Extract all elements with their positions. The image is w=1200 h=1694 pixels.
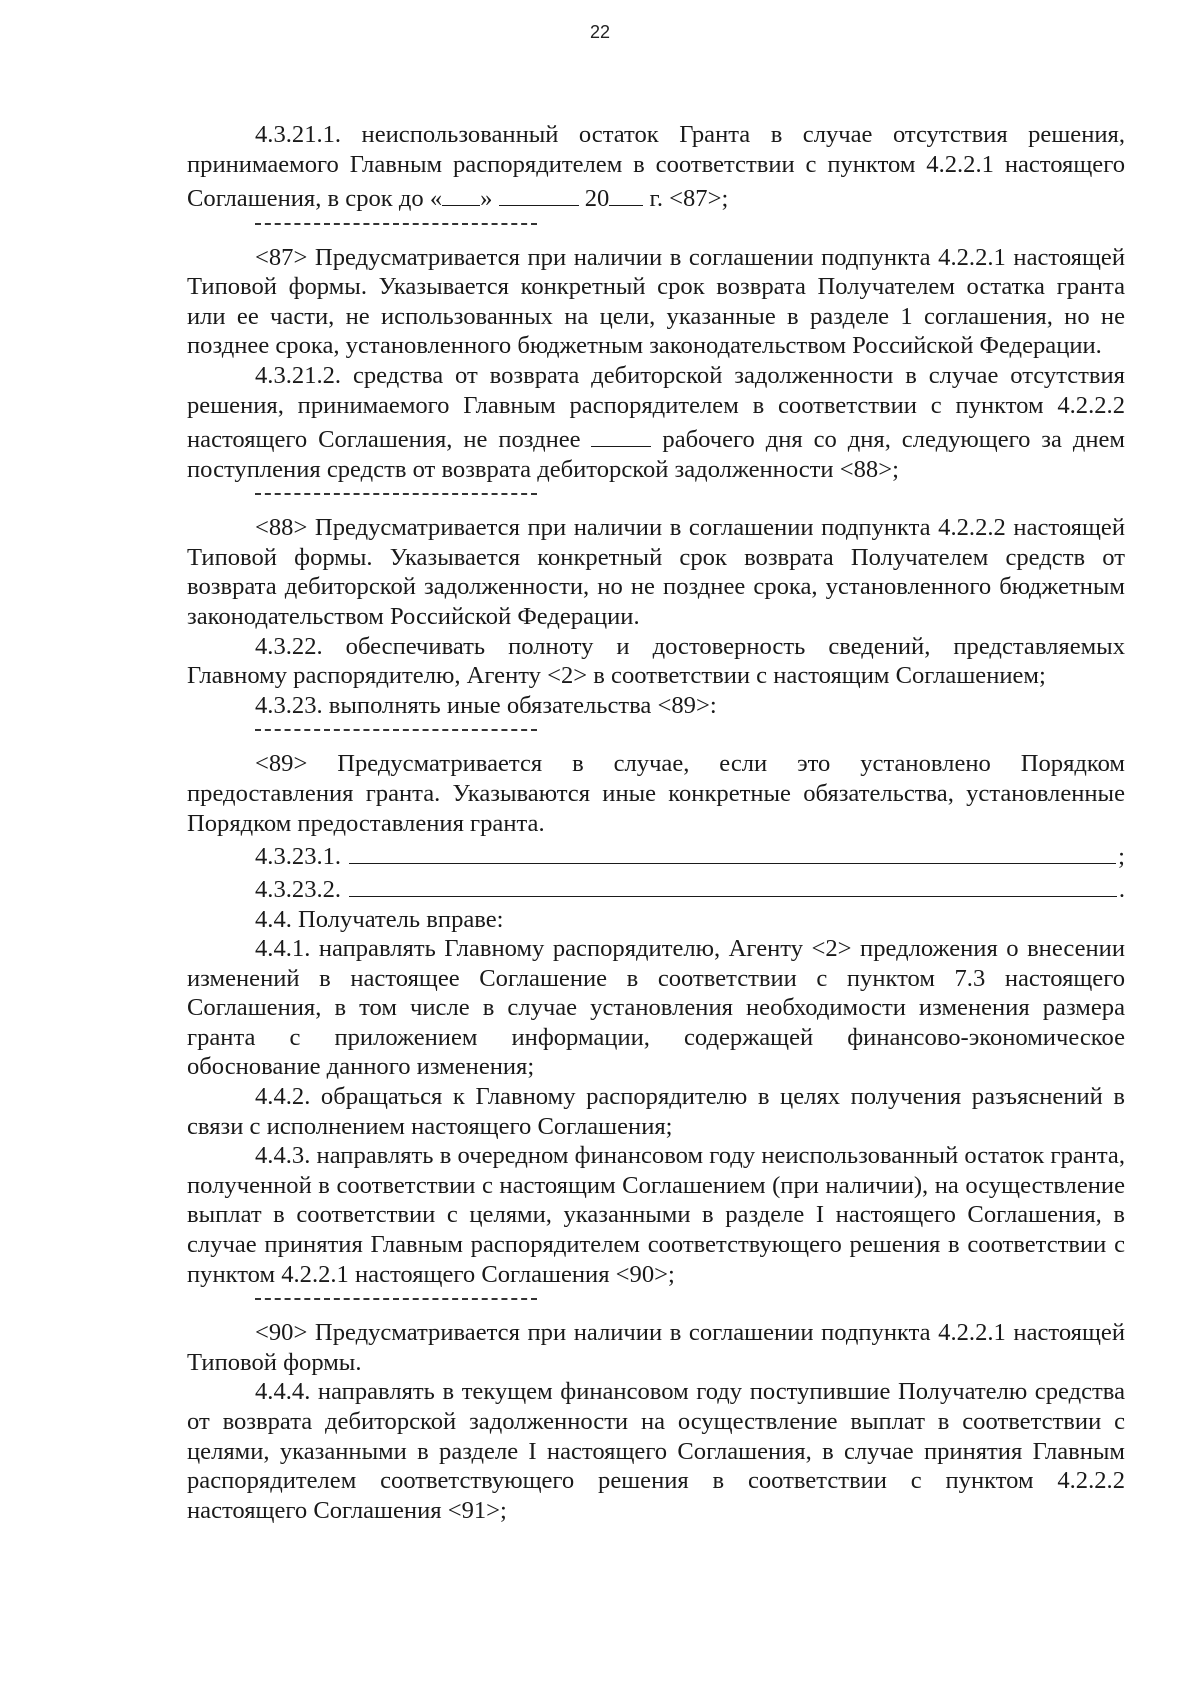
footnote-89: <89> Предусматривается в случае, если это установлено Порядком предоставления гранта. Указываются иные конкретные обязательства, установленные Порядком предоставления гранта. [187, 750, 1125, 837]
text: » [480, 185, 493, 213]
document-body [187, 120, 1125, 1525]
footnote-88: <88> Предусматривается при наличии в соглашении подпункта 4.2.2.2 настоящей Типовой формы. Указывается конкретный срок возврата Получателем средств от возврата дебиторской задолженности, но не позднее срока, установленного бюджетным законодательством Российской Федерации. [187, 514, 1125, 630]
footnote-separator [255, 493, 537, 495]
paragraph-4-4-3: 4.4.3. направлять в очередном финансовом году неиспользованный остаток гранта, полученной в соответствии с настоящим Соглашением (при наличии), на осуществление выплат в соответствии с целями, указанными в разделе I настоящего Соглашения, в случае принятия Главным распорядителем соответствующего решения в соответствии с пунктом 4.2.2.1 настоящего Соглашения <90>; [187, 1142, 1125, 1288]
blank-day [442, 179, 480, 206]
footnote-separator [255, 729, 537, 731]
item-number: 4.3.23.2. [255, 875, 342, 903]
blank-days [591, 420, 651, 447]
text: 20 [584, 185, 610, 213]
paragraph-4-3-22: 4.3.22. обеспечивать полноту и достоверность сведений, представляемых Главному распорядителю, Агенту <2> в соответствии с настоящим Соглашением; [187, 632, 1125, 690]
text: г. <87>; [649, 185, 729, 213]
item-4-3-23-2 [255, 871, 1125, 904]
blank-year [609, 179, 643, 206]
blank-line [349, 838, 1116, 864]
paragraph-4-4-2: 4.4.2. обращаться к Главному распорядителю в целях получения разъяснений в связи с исполнением настоящего Соглашения; [187, 1083, 1125, 1140]
page-number: 22 [589, 22, 611, 42]
footnote-87: <87> Предусматривается при наличии в соглашении подпункта 4.2.2.1 настоящей Типовой формы. Указывается конкретный срок возврата Получателем остатка гранта или ее части, не использованных на цели, указанные в разделе 1 соглашения, но не позднее срока, установленного бюджетным законодательством Российской Федерации. [187, 243, 1125, 360]
paragraph-4-4: 4.4. Получатель вправе: [255, 905, 504, 933]
blank-line [349, 871, 1117, 897]
paragraph-4-3-21-2 [187, 361, 1125, 484]
item-end: ; [1118, 842, 1125, 870]
item-number: 4.3.23.1. [255, 842, 342, 870]
footnote-separator [255, 223, 537, 225]
text: рабочего дня со дня, следующего за днем поступления средств от возврата дебиторской задолженности <88>; [187, 426, 1125, 483]
blank-month [499, 179, 579, 206]
text: 4.3.21.1. неиспользованный остаток Гранта в случае отсутствия решения, принимаемого Главным распорядителем в соответствии с пунктом 4.2.2.1 настоящего Соглашения, в срок до « [187, 121, 1125, 213]
footnote-90: <90> Предусматривается при наличии в соглашении подпункта 4.2.2.1 настоящей Типовой формы. [187, 1319, 1125, 1376]
item-end: . [1118, 875, 1125, 903]
item-4-3-23-1 [255, 838, 1125, 871]
paragraph-4-3-21-1 [187, 120, 1125, 214]
paragraph-4-3-23: 4.3.23. выполнять иные обязательства <89>: [255, 691, 717, 719]
footnote-separator [255, 1298, 537, 1300]
text: 4.3.21.2. средства от возврата дебиторской задолженности в случае отсутствия решения, принимаемого Главным распорядителем в соответствии с пунктом 4.2.2.2 настоящего Соглашения, не позднее [187, 361, 1125, 453]
paragraph-4-4-1: 4.4.1. направлять Главному распорядителю, Агенту <2> предложения о внесении изменений в настоящее Соглашение в соответствии с пунктом 7.3 настоящего Соглашения, в том числе в случае установления необходимости изменения размера гранта с приложением информации, содержащей финансово-экономическое обоснование данного изменения; [187, 935, 1125, 1081]
paragraph-4-4-4: 4.4.4. направлять в текущем финансовом году поступившие Получателю средства от возврата дебиторской задолженности на осуществление выплат в соответствии с целями, указанными в разделе I настоящего Соглашения, в случае принятия Главным распорядителем соответствующего решения в соответствии с пунктом 4.2.2.2 настоящего Соглашения <91>; [187, 1378, 1125, 1524]
